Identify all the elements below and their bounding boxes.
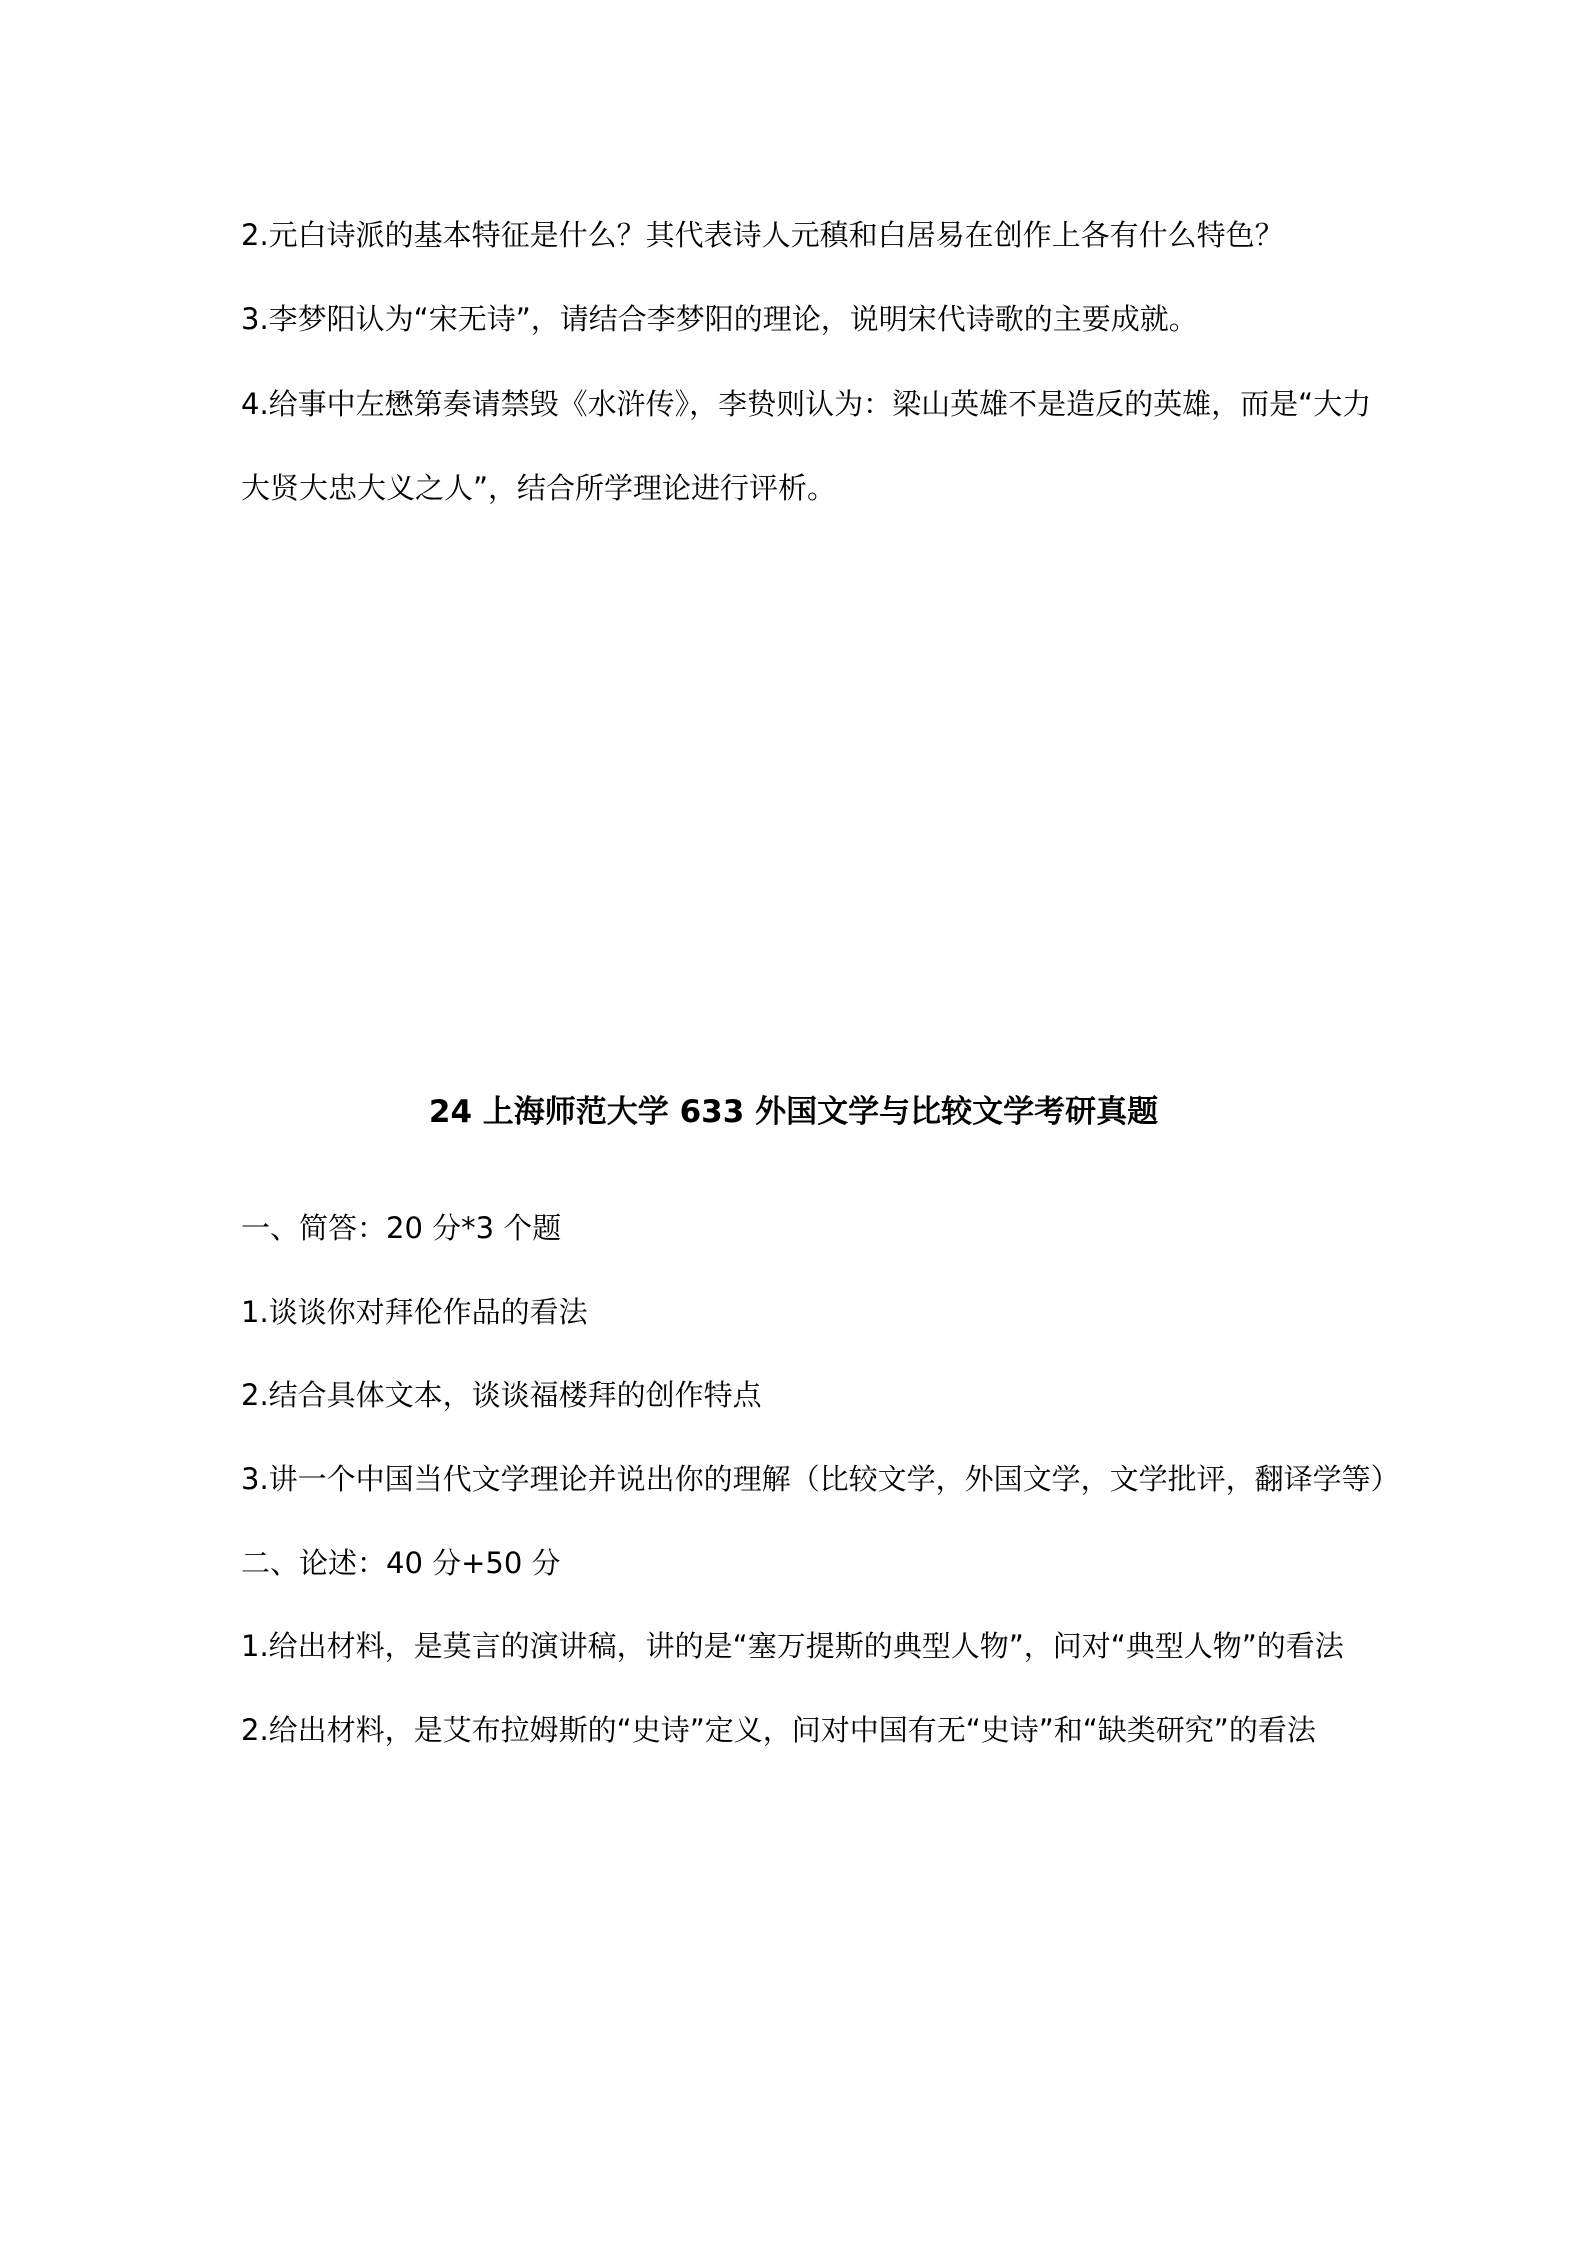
question-2: 2.元白诗派的基本特征是什么？其代表诗人元稹和白居易在创作上各有什么特色？ (241, 218, 1284, 252)
section-1-item-1: 1.谈谈你对拜伦作品的看法 (241, 1295, 588, 1329)
question-3: 3.李梦阳认为“宋无诗”，请结合李梦阳的理论，说明宋代诗歌的主要成就。 (241, 302, 1198, 336)
section-2-item-2: 2.给出材料，是艾布拉姆斯的“史诗”定义，问对中国有无“史诗”和“缺类研究”的看法 (241, 1713, 1316, 1747)
section-1-item-3: 3.讲一个中国当代文学理论并说出你的理解（比较文学，外国文学，文学批评，翻译学等） (241, 1462, 1400, 1496)
section-2-heading: 二、论述：40 分+50 分 (241, 1546, 561, 1580)
question-4-line-2: 大贤大忠大义之人”，结合所学理论进行评析。 (241, 471, 837, 505)
exam-title: 24 上海师范大学 633 外国文学与比较文学考研真题 (428, 1094, 1159, 1130)
section-2-item-1: 1.给出材料，是莫言的演讲稿，讲的是“塞万提斯的典型人物”，问对“典型人物”的看法 (241, 1629, 1344, 1663)
section-1-item-2: 2.结合具体文本，谈谈福楼拜的创作特点 (241, 1378, 762, 1412)
question-4-line-1: 4.给事中左懋第奏请禁毁《水浒传》，李贽则认为：梁山英雄不是造反的英雄，而是“大力 (241, 387, 1372, 421)
section-1-heading: 一、简答：20 分*3 个题 (241, 1211, 562, 1245)
